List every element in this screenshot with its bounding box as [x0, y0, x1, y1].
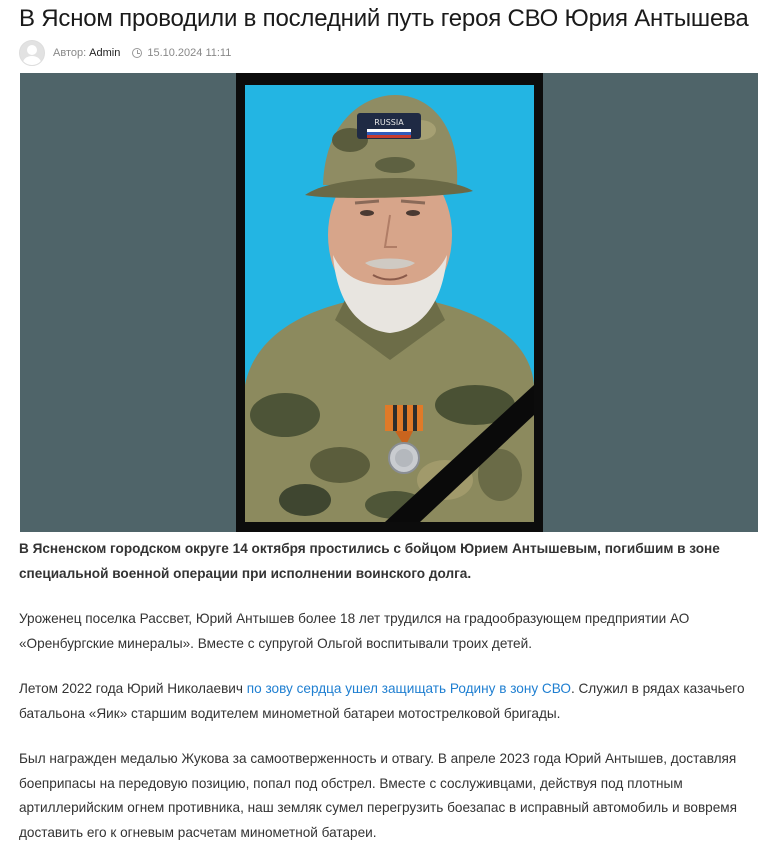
- article-meta: [19, 40, 231, 66]
- article-title: В Ясном проводили в последний путь героя СВО Юрия Антышева: [19, 5, 749, 32]
- portrait-frame: [236, 73, 543, 532]
- article-hero-image: [20, 73, 758, 532]
- publish-date: 15.10.2024 11:11: [147, 47, 232, 59]
- portrait-illustration: [245, 85, 534, 522]
- author-label: Автор:: [53, 47, 87, 59]
- author-link[interactable]: Admin: [89, 47, 121, 59]
- article-lede: В Ясненском городском округе 14 октября простились с бойцом Юрием Антышевым, погибшим в зоне специальной военной операции при исполнении воинского долга.: [19, 541, 720, 581]
- portrait-photo: [245, 85, 534, 522]
- paragraph-2-text-start: Летом 2022 года Юрий Николаевич: [19, 681, 247, 696]
- article-paragraph-3: Был награжден медалью Жукова за самоотверженность и отвагу. В апреле 2023 года Юрий Антышев, доставляя боеприпасы на передовую позицию, попал под обстрел. Вместе с сослуживцами, действуя под плотным артиллерийским огнем противника, наш земляк сумел перегрузить боезапас в исправный автомобиль и вовремя доставить его к огневым расчетам минометной батареи.: [19, 751, 738, 840]
- paragraph-2-text-end: . Служил в рядах казачьего батальона «Яик» старшим водителем минометной батареи мотострелковой бригады.: [19, 681, 745, 721]
- avatar-icon: [19, 40, 45, 66]
- article-paragraph-1: Уроженец поселка Рассвет, Юрий Антышев более 18 лет трудился на градообразующем предприятии АО «Оренбургские минералы». Вместе с супругой Ольгой воспитывали троих детей.: [19, 611, 690, 651]
- article-paragraph-2: [19, 677, 749, 726]
- svg-text:RUSSIA: RUSSIA: [374, 118, 404, 127]
- svo-related-link[interactable]: по зову сердца ушел защищать Родину в зону СВО: [246, 681, 571, 696]
- clock-icon: [132, 48, 142, 58]
